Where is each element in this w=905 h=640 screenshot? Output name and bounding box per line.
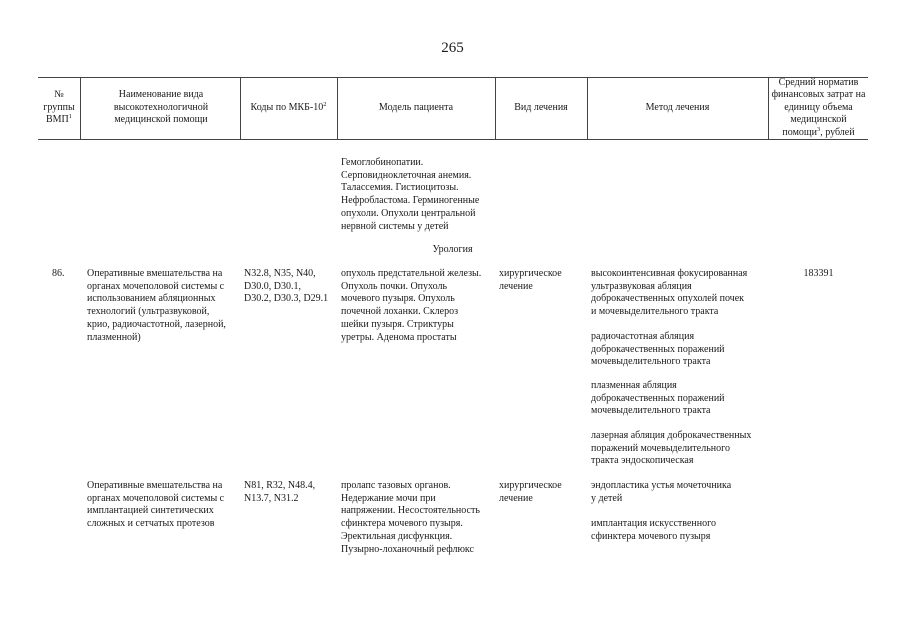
header-patient-model: Модель пациента — [378, 101, 454, 113]
cost-cell: 183391 — [803, 268, 834, 279]
icd-codes-cell: N81, R32, N48.4, N13.7, N31.2 — [244, 480, 316, 504]
row-number: 86. — [52, 268, 65, 279]
treatment-type-cell: хирургическое лечение — [499, 480, 562, 504]
header-icd-codes: Коды по МКБ-$10^2$ — [250, 100, 327, 113]
header-bottom-rule — [38, 139, 868, 140]
header-cost: Средний норматив финансовых затрат на единицу объема медицинской помощи$^3$, рублей — [771, 76, 866, 138]
treatment-method-item: имплантация искусственного сфинктера мочевого пузыря — [591, 518, 716, 542]
header-treatment-method: Метод лечения — [645, 101, 710, 113]
care-name-cell: Оперативные вмешательства на органах мочеполовой системы с использованием абляционных технологий (ультразвуковой, крио, радиочастотной, лазерной, плазменной) — [87, 268, 226, 343]
section-title: Урология — [432, 244, 473, 255]
column-divider — [80, 77, 81, 139]
treatment-method-item: эндопластика устья мочеточника у детей — [591, 480, 732, 504]
header-treatment-type: Вид лечения — [514, 101, 568, 113]
header-care-name: Наименование вида высокотехнологичной медицинской помощи — [113, 89, 209, 126]
icd-codes-cell: N32.8, N35, N40, D30.0, D30.1, D30.2, D30.3, D29.1 — [244, 268, 329, 305]
patient-model-cell: опухоль предстательной железы. Опухоль почки. Опухоль мочевого пузыря. Опухоль почечной лоханки. Склероз шейки пузыря. Стриктуры уретры. Аденома простаты — [341, 268, 482, 343]
page-number: 265 — [441, 40, 464, 56]
treatment-method-item: высокоинтенсивная фокусированная ультразвуковая абляция доброкачественных опухолей почек и мочевыделительного тракта — [591, 268, 748, 318]
treatment-method-item: плазменная абляция доброкачественных поражений мочевыделительного тракта — [591, 380, 725, 417]
header-group-number: № группы ВМП$^1$ — [43, 89, 75, 126]
treatment-method-item: радиочастотная абляция доброкачественных поражений мочевыделительного тракта — [591, 331, 725, 368]
treatment-method-item: лазерная абляция доброкачественных поражений мочевыделительного тракта эндоскопическая — [591, 430, 752, 467]
treatment-type-cell: хирургическое лечение — [499, 268, 562, 292]
patient-model-cell: пролапс тазовых органов. Недержание мочи при напряжении. Несостоятельность сфинктера мочевого пузыря. Эректильная дисфункция. Пузырно-лоханочный рефлюкс — [341, 480, 480, 555]
care-name-cell: Оперативные вмешательства на органах мочеполовой системы с имплантацией синтетических сложных и сетчатых протезов — [87, 480, 225, 530]
continuation-patient-model: Гемоглобинопатии. Серповидноклеточная анемия. Талассемия. Гистиоцитозы. Нефробластома. Герминогенные опухоли. Опухоли центральной нервной системы у детей — [341, 157, 480, 232]
